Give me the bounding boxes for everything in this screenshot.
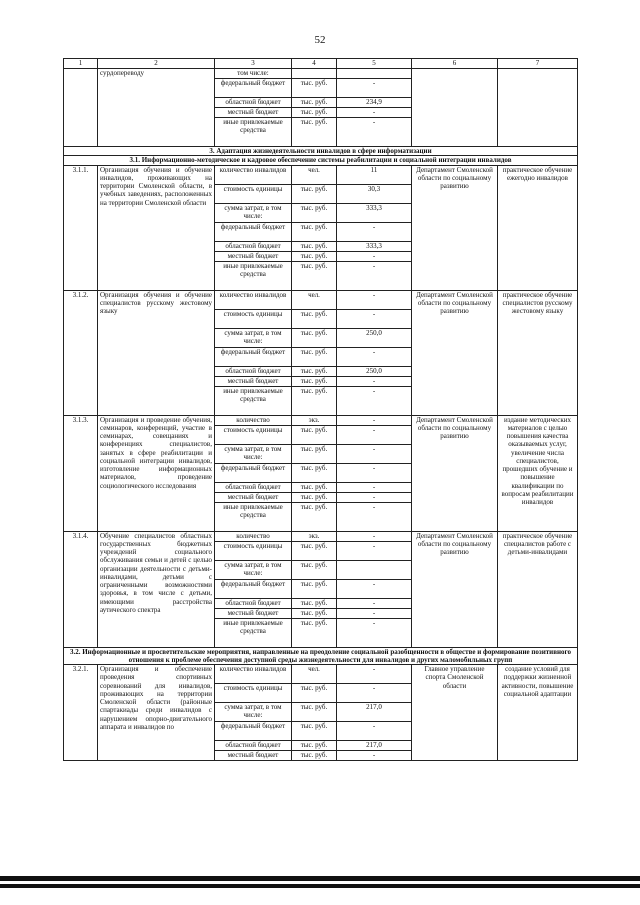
indicator: местный бюджет <box>215 376 292 386</box>
table-row <box>64 415 578 425</box>
indicator: областной бюджет <box>215 98 292 108</box>
table-row <box>64 69 578 79</box>
col-number: 1 <box>64 59 98 69</box>
value: - <box>337 722 412 741</box>
indicator: федеральный бюджет <box>215 222 292 241</box>
value: - <box>337 309 412 328</box>
unit: тыс. руб. <box>292 608 337 618</box>
value: - <box>337 386 412 415</box>
indicator: количество <box>215 531 292 541</box>
expected-result: создание условий для поддержки жизненной активности, повышение социальной адаптации <box>498 665 578 761</box>
indicator: сумма затрат, в том числе: <box>215 703 292 722</box>
value: - <box>337 531 412 541</box>
unit: тыс. руб. <box>292 560 337 579</box>
value: 234,9 <box>337 98 412 108</box>
indicator: иные привлекаемые средства <box>215 502 292 531</box>
section-title: 3. Адаптация жизнедеятельности инвалидов в сфере информатизации <box>64 147 578 156</box>
unit: тыс. руб. <box>292 261 337 290</box>
value: - <box>337 598 412 608</box>
item-number: 3.1.2. <box>64 290 98 415</box>
value: - <box>337 618 412 647</box>
item-name: Организация и проведение обучения, семинаров, конференций, участие в семинарах, совещаниях и конференциях специалистов, занятых в сфере реабилитации и социальной интеграции инвалидов, изготовление информационных материалов, проведение социологического исследования <box>98 415 215 531</box>
expected-result: практическое обучение специалистов работе с детьми-инвалидами <box>498 531 578 647</box>
value: - <box>337 108 412 118</box>
section-header-row <box>64 147 578 156</box>
indicator: сумма затрат, в том числе: <box>215 328 292 347</box>
indicator: стоимость единицы <box>215 541 292 560</box>
unit: тыс. руб. <box>292 492 337 502</box>
value: - <box>337 608 412 618</box>
value: 30,3 <box>337 184 412 203</box>
col-number: 3 <box>215 59 292 69</box>
item-name: сурдопереводу <box>98 69 215 147</box>
unit: тыс. руб. <box>292 203 337 222</box>
indicator: федеральный бюджет <box>215 463 292 482</box>
value: - <box>337 751 412 761</box>
unit: экз. <box>292 531 337 541</box>
value: - <box>337 118 412 147</box>
indicator: иные привлекаемые средства <box>215 118 292 147</box>
value: - <box>337 482 412 492</box>
subsection-header-row <box>64 647 578 665</box>
indicator: иные привлекаемые средства <box>215 261 292 290</box>
unit: тыс. руб. <box>292 541 337 560</box>
unit: тыс. руб. <box>292 118 337 147</box>
unit <box>292 69 337 79</box>
unit: тыс. руб. <box>292 579 337 598</box>
subsection-title: 3.2. Информационные и просветительские мероприятия, направленные на преодоление социальной разобщенности в обществе и формирование позитивного отношения к проблеме обеспечения доступной среды жизнедеятельности для инвалидов и других маломобильных групп <box>64 647 578 665</box>
table-row <box>64 531 578 541</box>
table-row <box>64 290 578 309</box>
value: - <box>337 290 412 309</box>
value: - <box>337 222 412 241</box>
executor: Департамент Смоленской области по социальному развитию <box>412 531 498 647</box>
value: - <box>337 502 412 531</box>
col-number: 4 <box>292 59 337 69</box>
value: 11 <box>337 165 412 184</box>
footer-rule <box>0 876 640 881</box>
indicator: количество инвалидов <box>215 665 292 684</box>
expected-result: издание методических материалов с целью повышения качества оказываемых услуг, увеличение числа специалистов, прошедших обучение и повышение квалификации по вопросам реабилитации инвалидов <box>498 415 578 531</box>
expected-result: практическое обучение ежегодно инвалидов <box>498 165 578 290</box>
item-number: 3.1.4. <box>64 531 98 647</box>
unit: тыс. руб. <box>292 309 337 328</box>
indicator: местный бюджет <box>215 251 292 261</box>
unit: тыс. руб. <box>292 79 337 98</box>
value: 250,0 <box>337 366 412 376</box>
indicator: областной бюджет <box>215 366 292 376</box>
unit: чел. <box>292 665 337 684</box>
indicator: местный бюджет <box>215 608 292 618</box>
unit: тыс. руб. <box>292 241 337 251</box>
indicator: федеральный бюджет <box>215 347 292 366</box>
value: 250,0 <box>337 328 412 347</box>
indicator: стоимость единицы <box>215 684 292 703</box>
unit: тыс. руб. <box>292 108 337 118</box>
unit: тыс. руб. <box>292 482 337 492</box>
indicator: количество инвалидов <box>215 165 292 184</box>
table-row <box>64 665 578 684</box>
item-number: 3.1.3. <box>64 415 98 531</box>
indicator: сумма затрат, в том числе: <box>215 444 292 463</box>
unit: тыс. руб. <box>292 703 337 722</box>
item-name: Обучение специалистов областных государственных бюджетных учреждений социального обслуживания семьи и детей с целью организации деятельности с детьми-инвалидами, детьми с ограниченными возможностями здоровья, в том числе с детьми, имеющими расстройства аутического спектра <box>98 531 215 647</box>
indicator: областной бюджет <box>215 741 292 751</box>
value: - <box>337 541 412 560</box>
item-number: 3.1.1. <box>64 165 98 290</box>
indicator: федеральный бюджет <box>215 722 292 741</box>
value: - <box>337 79 412 98</box>
expected-result <box>498 69 578 147</box>
indicator: областной бюджет <box>215 241 292 251</box>
expected-result: практическое обучение специалистов русскому жестовому языку <box>498 290 578 415</box>
subsection-title: 3.1. Информационно-методическое и кадровое обеспечение системы реабилитации и социальной интеграции инвалидов <box>64 156 578 165</box>
unit: тыс. руб. <box>292 425 337 444</box>
indicator: количество <box>215 415 292 425</box>
value: 217,0 <box>337 741 412 751</box>
indicator: стоимость единицы <box>215 309 292 328</box>
unit: чел. <box>292 290 337 309</box>
item-name: Организация обучения и обучение инвалидов, проживающих на территории Смоленской области, в учебных заведениях, расположенных на территории Смоленской области <box>98 165 215 290</box>
unit: тыс. руб. <box>292 598 337 608</box>
item-number: 3.2.1. <box>64 665 98 761</box>
col-number: 6 <box>412 59 498 69</box>
value: - <box>337 444 412 463</box>
value: - <box>337 376 412 386</box>
unit: чел. <box>292 165 337 184</box>
indicator: том числе: <box>215 69 292 79</box>
unit: тыс. руб. <box>292 222 337 241</box>
unit: тыс. руб. <box>292 251 337 261</box>
value: - <box>337 347 412 366</box>
value: 217,0 <box>337 703 412 722</box>
unit: тыс. руб. <box>292 184 337 203</box>
indicator: местный бюджет <box>215 108 292 118</box>
executor: Департамент Смоленской области по социальному развитию <box>412 415 498 531</box>
table-row <box>64 165 578 184</box>
value <box>337 560 412 579</box>
value: - <box>337 463 412 482</box>
indicator: местный бюджет <box>215 751 292 761</box>
indicator: сумма затрат, в том числе: <box>215 560 292 579</box>
subsection-header-row <box>64 156 578 165</box>
item-name: Организация обучения и обучение специалистов русскому жестовому языку <box>98 290 215 415</box>
value: - <box>337 492 412 502</box>
value: 333,3 <box>337 203 412 222</box>
value: 333,3 <box>337 241 412 251</box>
item-number <box>64 69 98 147</box>
executor: Главное управление спорта Смоленской области <box>412 665 498 761</box>
indicator: иные привлекаемые средства <box>215 618 292 647</box>
unit: тыс. руб. <box>292 328 337 347</box>
unit: тыс. руб. <box>292 463 337 482</box>
indicator: сумма затрат, в том числе: <box>215 203 292 222</box>
value: - <box>337 415 412 425</box>
executor <box>412 69 498 147</box>
unit: тыс. руб. <box>292 722 337 741</box>
unit: тыс. руб. <box>292 376 337 386</box>
executor: Департамент Смоленской области по социальному развитию <box>412 290 498 415</box>
unit: тыс. руб. <box>292 347 337 366</box>
col-number: 7 <box>498 59 578 69</box>
indicator: федеральный бюджет <box>215 79 292 98</box>
indicator: стоимость единицы <box>215 184 292 203</box>
unit: экз. <box>292 415 337 425</box>
value: - <box>337 665 412 684</box>
indicator: федеральный бюджет <box>215 579 292 598</box>
indicator: местный бюджет <box>215 492 292 502</box>
value: - <box>337 261 412 290</box>
item-name: Организация и обеспечение проведения спортивных соревнований для инвалидов, проживающих на территории Смоленской области (районные спартакиады среди инвалидов с нарушением опорно-двигательного аппарата и инвалидов по <box>98 665 215 761</box>
indicator: областной бюджет <box>215 598 292 608</box>
indicator: количество инвалидов <box>215 290 292 309</box>
unit: тыс. руб. <box>292 684 337 703</box>
value: - <box>337 579 412 598</box>
col-number: 2 <box>98 59 215 69</box>
indicator: стоимость единицы <box>215 425 292 444</box>
unit: тыс. руб. <box>292 366 337 376</box>
col-number: 5 <box>337 59 412 69</box>
unit: тыс. руб. <box>292 741 337 751</box>
unit: тыс. руб. <box>292 502 337 531</box>
indicator: иные привлекаемые средства <box>215 386 292 415</box>
value: - <box>337 425 412 444</box>
page-number: 52 <box>314 34 326 46</box>
indicator: областной бюджет <box>215 482 292 492</box>
unit: тыс. руб. <box>292 618 337 647</box>
unit: тыс. руб. <box>292 98 337 108</box>
executor: Департамент Смоленской области по социальному развитию <box>412 165 498 290</box>
value: - <box>337 251 412 261</box>
column-numbers-row <box>64 59 578 69</box>
unit: тыс. руб. <box>292 444 337 463</box>
footer-rule <box>0 884 640 888</box>
value: - <box>337 684 412 703</box>
value <box>337 69 412 79</box>
unit: тыс. руб. <box>292 751 337 761</box>
measures-table <box>63 58 578 761</box>
unit: тыс. руб. <box>292 386 337 415</box>
